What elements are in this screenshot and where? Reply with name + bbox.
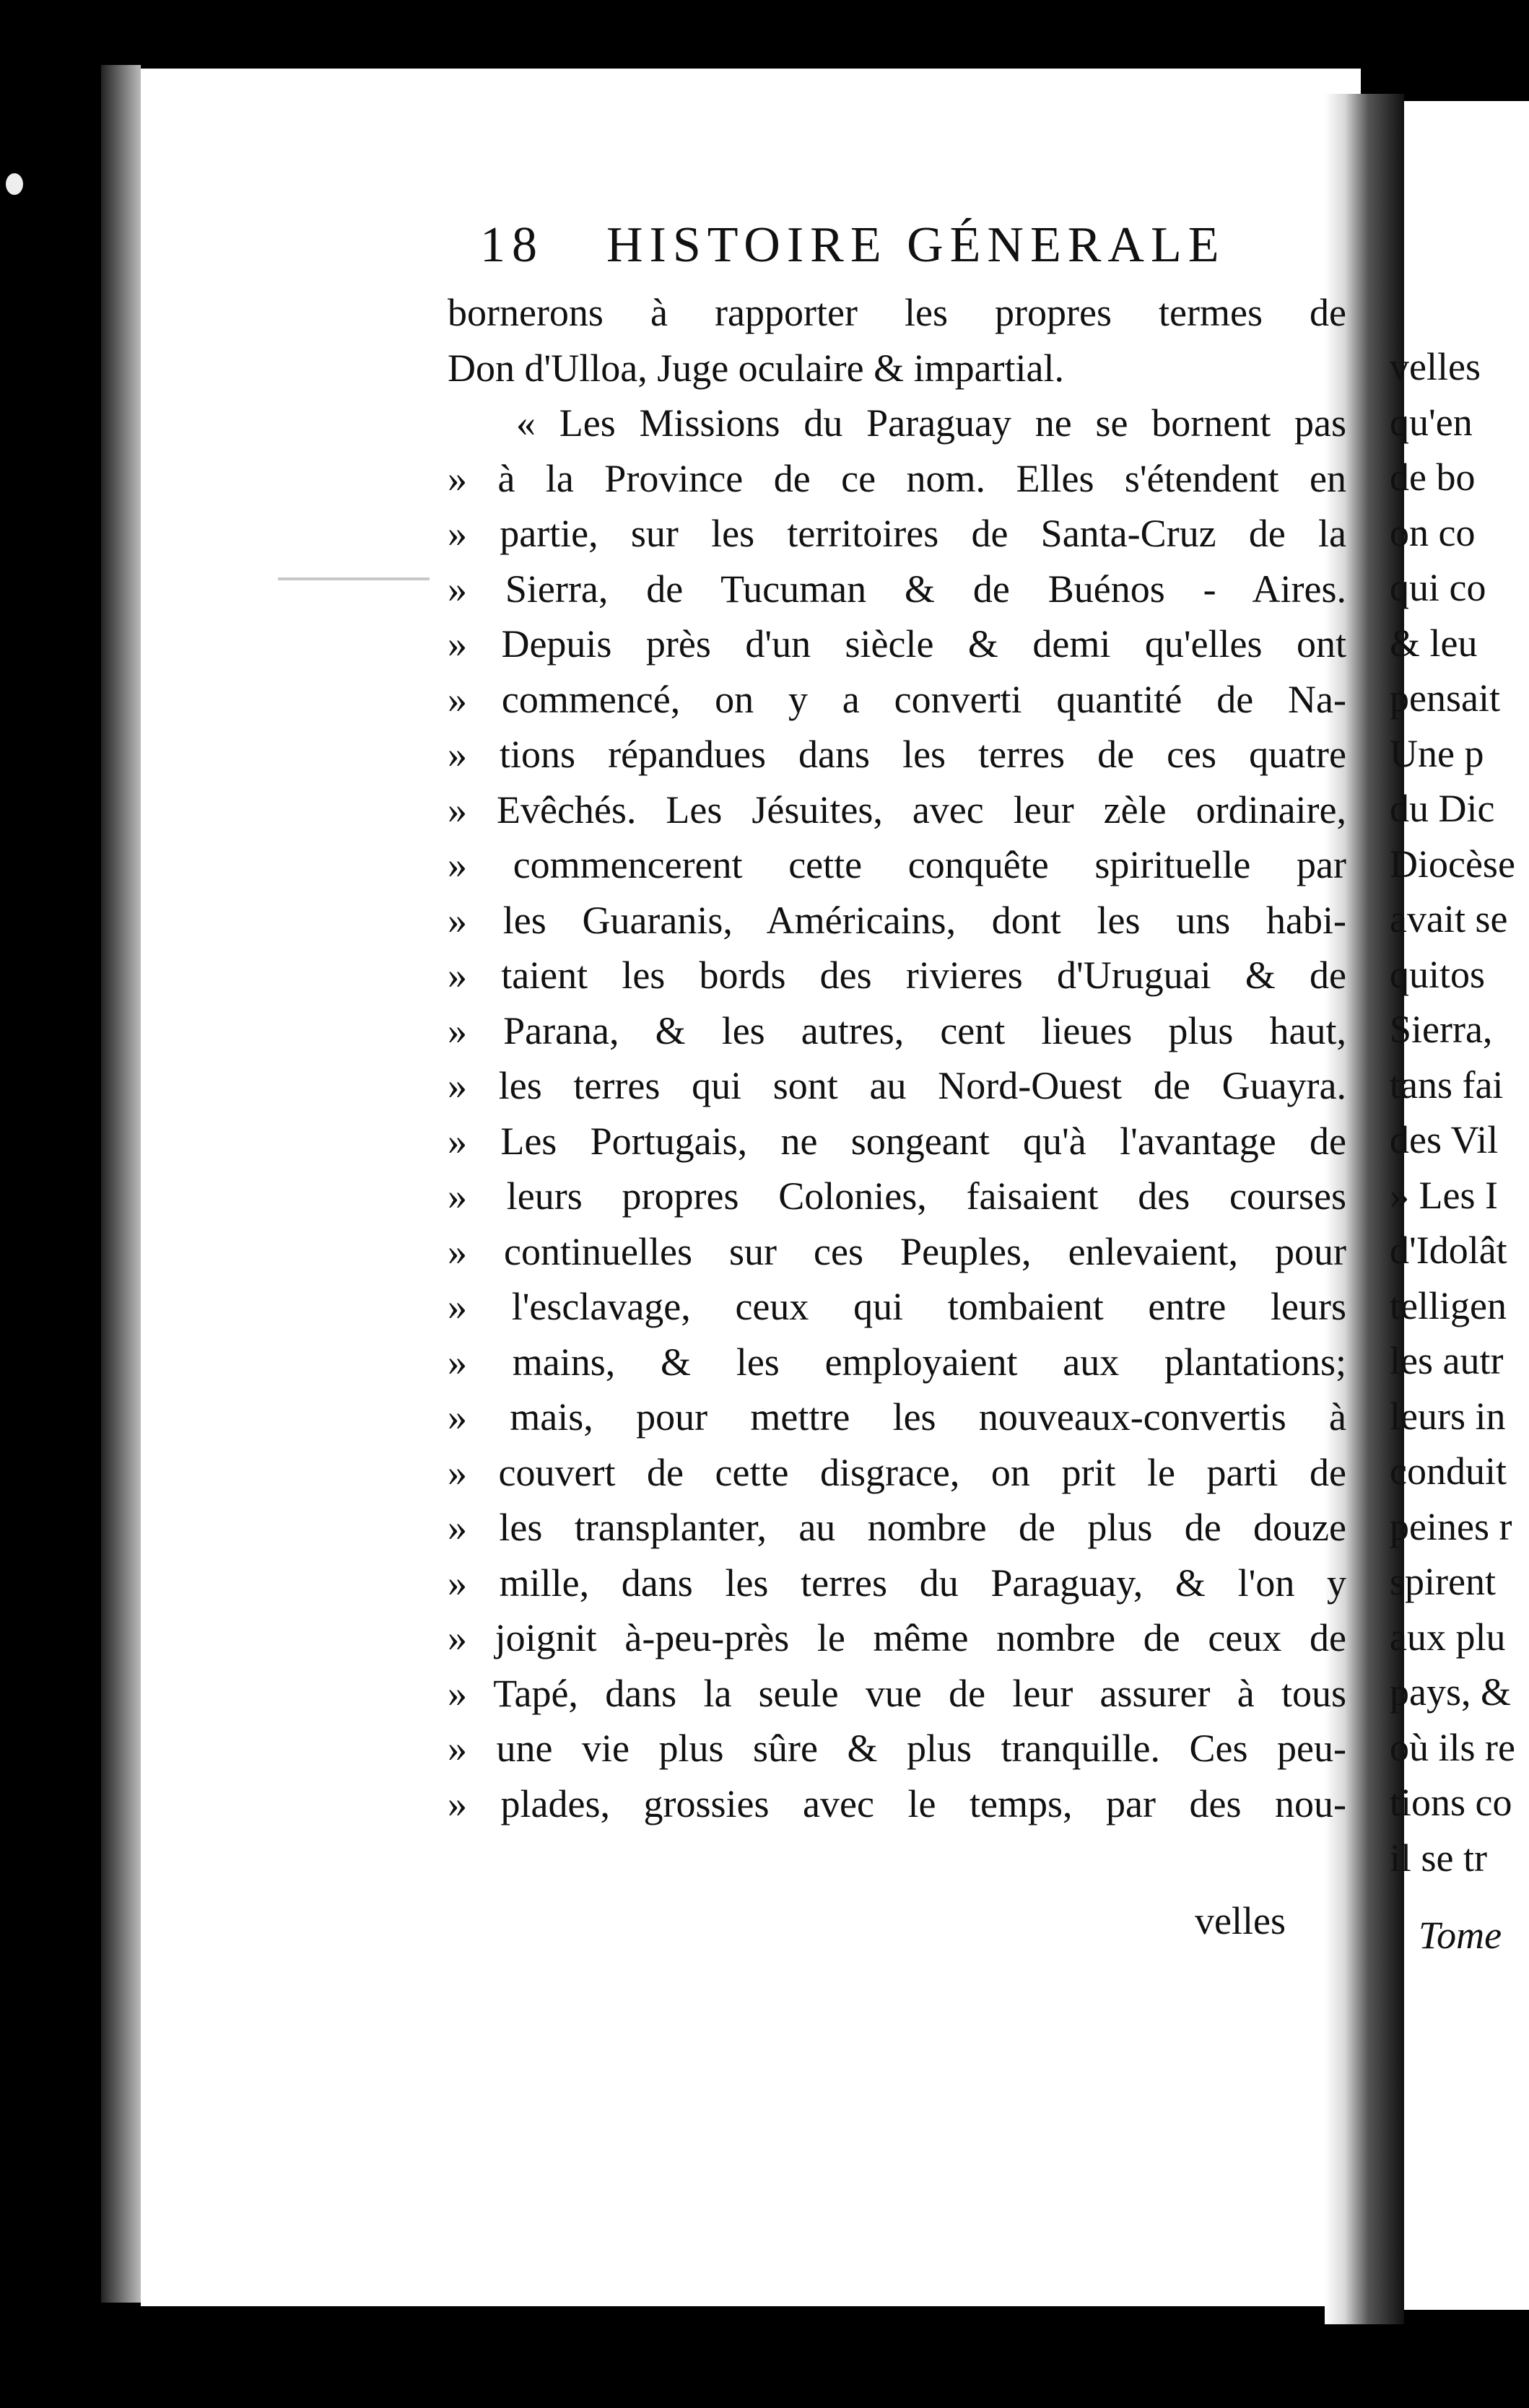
right-page-footer: Tome (1419, 1914, 1502, 1957)
text-line: « Les Missions du Paraguay ne se bornent pas (516, 401, 1346, 445)
text-line: » les terres qui sont au Nord-Ouest de Guayra. (448, 1064, 1346, 1107)
right-page-line: quitos (1390, 952, 1486, 996)
text-line: » partie, sur les territoires de Santa-Cruz de la (448, 512, 1346, 555)
text-line: » Evêchés. Les Jésuites, avec leur zèle ordinaire, (448, 788, 1346, 832)
text-line: » commencé, on y a converti quantité de Na- (448, 677, 1346, 721)
running-head (480, 217, 1332, 289)
page-header-title: HISTOIRE GÉNERALE (606, 217, 1226, 273)
right-page-line: Sierra, (1390, 1008, 1493, 1051)
right-page-text (1390, 339, 1529, 1885)
right-page-line: pensait (1390, 676, 1500, 720)
right-page-line: leurs in (1390, 1394, 1506, 1438)
right-page-line: des Vil (1390, 1118, 1499, 1161)
text-line: » les Guaranis, Américains, dont les uns habi- (448, 898, 1346, 942)
right-page-line: on co (1390, 510, 1476, 554)
right-page-line: qui co (1390, 566, 1486, 609)
book-edge-shadow (101, 65, 141, 2303)
right-page-line: il se tr (1390, 1836, 1487, 1880)
right-page-line: de bo (1390, 455, 1476, 499)
text-line: » Parana, & les autres, cent lieues plus haut, (448, 1008, 1346, 1052)
right-page-line: velles (1390, 345, 1481, 388)
body-text (448, 285, 1346, 1831)
right-page-line: Une p (1390, 731, 1484, 775)
text-line: » leurs propres Colonies, faisaient des courses (448, 1174, 1346, 1218)
text-line: » mains, & les employaient aux plantations; (448, 1340, 1346, 1384)
right-page-line: qu'en (1390, 400, 1473, 444)
text-line: » couvert de cette disgrace, on prit le parti de (448, 1450, 1346, 1494)
text-line: bornerons à rapporter les propres termes de (448, 291, 1346, 334)
right-page-line: les autr (1390, 1339, 1504, 1382)
text-line: » joignit à-peu-près le même nombre de ceux de (448, 1616, 1346, 1659)
right-page-line: du Dic (1390, 787, 1495, 830)
text-line: » Depuis près d'un siècle & demi qu'elles ont (448, 622, 1346, 666)
page-number: 18 (480, 217, 544, 273)
right-page-line: tions co (1390, 1781, 1512, 1824)
text-line: » plades, grossies avec le temps, par des nou- (448, 1781, 1346, 1825)
right-page-line: pays, & (1390, 1670, 1511, 1714)
text-line: » mais, pour mettre les nouveaux-convertis à (448, 1395, 1346, 1439)
right-page-line: peines r (1390, 1504, 1512, 1548)
text-line: » les transplanter, au nombre de plus de douze (448, 1506, 1346, 1549)
right-page-line: d'Idolât (1390, 1229, 1507, 1272)
text-line: » taient les bords des rivieres d'Uruguai & de (448, 954, 1346, 997)
text-line: » à la Province de ce nom. Elles s'étendent en (448, 456, 1346, 500)
text-line: » mille, dans les terres du Paraguay, & l'on y (448, 1561, 1346, 1605)
margin-note-faint (278, 577, 430, 580)
right-page-line: tans fai (1390, 1063, 1504, 1107)
text-line: » Les Portugais, ne songeant qu'à l'avantage de (448, 1119, 1346, 1163)
text-line: » une vie plus sûre & plus tranquille. Ces peu- (448, 1727, 1346, 1770)
right-page-line: où ils re (1390, 1725, 1515, 1769)
text-line: » Tapé, dans la seule vue de leur assurer à tous (448, 1671, 1346, 1715)
scan-mark (6, 173, 23, 195)
right-page-line: spirent (1390, 1560, 1496, 1603)
text-line: » continuelles sur ces Peuples, enlevaient, pour (448, 1229, 1346, 1273)
text-line: » l'esclavage, ceux qui tombaient entre leurs (448, 1285, 1346, 1328)
right-page-line: » Les I (1390, 1173, 1498, 1217)
right-page-line: avait se (1390, 897, 1508, 941)
right-page-line: telligen (1390, 1283, 1507, 1327)
text-line: » commencerent cette conquête spirituelle par (448, 843, 1346, 886)
right-page-line: & leu (1390, 621, 1478, 665)
right-page-line: aux plu (1390, 1615, 1506, 1659)
right-page-line: Diocèse (1390, 842, 1515, 886)
text-line: Don d'Ulloa, Juge oculaire & impartial. (448, 346, 1065, 390)
right-page-line: conduit (1390, 1449, 1507, 1493)
text-line: » tions répandues dans les terres de ces quatre (448, 733, 1346, 776)
catchword: velles (1195, 1899, 1286, 1942)
text-line: » Sierra, de Tucuman & de Buénos - Aires. (448, 567, 1346, 611)
